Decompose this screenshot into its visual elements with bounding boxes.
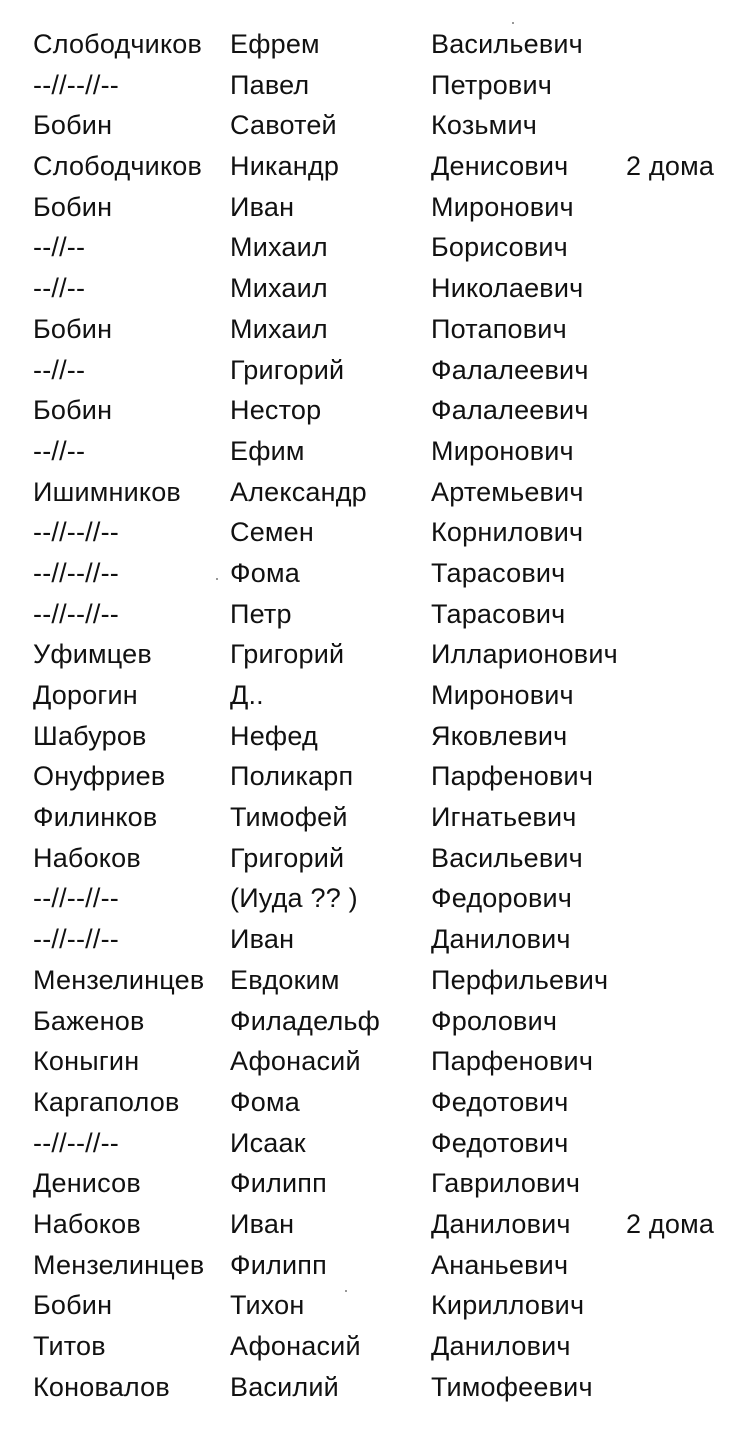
list-row — [33, 1041, 743, 1082]
surname-cell: --//-- — [33, 354, 86, 385]
patronymic-cell: Перфильевич — [431, 964, 609, 995]
patronymic-cell: Федотович — [431, 1127, 569, 1158]
patronymic-cell: Денисович — [431, 151, 569, 182]
surname-cell: Каргаполов — [33, 1086, 180, 1117]
surname-cell: Денисов — [33, 1168, 141, 1199]
given-name-cell: Александр — [230, 476, 367, 507]
patronymic-cell: Миронович — [431, 435, 574, 466]
surname-cell: Набоков — [33, 1208, 141, 1239]
given-name-cell: Афонасий — [230, 1331, 361, 1361]
surname-cell: Онуфриев — [33, 761, 166, 792]
surname-cell: Уфимцев — [33, 639, 152, 670]
surname-cell: Бобин — [33, 110, 113, 141]
given-name-cell: Д.. — [230, 680, 264, 710]
list-row — [33, 390, 743, 431]
surname-cell: Бобин — [33, 395, 113, 426]
patronymic-cell: Федотович — [431, 1086, 569, 1117]
given-name-cell: Нестор — [230, 395, 322, 426]
list-row — [33, 675, 743, 716]
given-name-cell: Никандр — [230, 151, 340, 182]
surname-cell: Слободчиков — [33, 151, 203, 182]
patronymic-cell: Данилович — [431, 1331, 571, 1361]
patronymic-cell: Тарасович — [431, 598, 566, 629]
surname-cell: Шабуров — [33, 720, 147, 751]
given-name-cell: Исаак — [230, 1127, 306, 1158]
list-row — [33, 227, 743, 268]
surname-cell: Бобин — [33, 313, 113, 344]
surname-cell: Баженов — [33, 1005, 145, 1036]
surname-cell: --//-- — [33, 435, 86, 466]
surname-cell: --//--//-- — [33, 598, 119, 629]
patronymic-cell: Тимофеевич — [431, 1371, 593, 1402]
given-name-cell: (Иуда ?? ) — [230, 883, 358, 914]
patronymic-cell: Фролович — [431, 1005, 558, 1036]
list-row — [33, 1163, 743, 1204]
patronymic-cell: Николаевич — [431, 273, 584, 304]
surname-cell: Дорогин — [33, 680, 138, 710]
patronymic-cell: Гаврилович — [431, 1168, 581, 1199]
surname-cell: --//-- — [33, 273, 86, 304]
patronymic-cell: Ананьевич — [431, 1249, 569, 1280]
patronymic-cell: Парфенович — [431, 1046, 594, 1077]
surname-cell: Слободчиков — [33, 29, 203, 59]
patronymic-cell: Данилович — [431, 924, 571, 955]
patronymic-cell: Яковлевич — [431, 720, 568, 751]
given-name-cell: Нефед — [230, 720, 318, 751]
given-name-cell: Петр — [230, 598, 292, 629]
list-row — [33, 309, 743, 350]
scan-speck — [345, 1290, 347, 1292]
given-name-cell: Тимофей — [230, 802, 348, 833]
list-row — [33, 268, 743, 309]
list-row — [33, 594, 743, 635]
list-row — [33, 716, 743, 757]
list-row — [33, 431, 743, 472]
patronymic-cell: Козьмич — [431, 110, 537, 141]
list-row — [33, 919, 743, 960]
list-row — [33, 756, 743, 797]
given-name-cell: Михаил — [230, 273, 328, 304]
patronymic-cell: Потапович — [431, 313, 567, 344]
surname-cell: Бобин — [33, 1290, 113, 1321]
patronymic-cell: Федорович — [431, 883, 573, 914]
note-cell: 2 дома — [626, 1208, 715, 1239]
surname-cell: Ишимников — [33, 476, 181, 507]
given-name-cell: Михаил — [230, 232, 328, 263]
patronymic-cell: Кириллович — [431, 1290, 585, 1321]
list-row — [33, 1082, 743, 1123]
note-cell: 2 дома — [626, 151, 715, 182]
given-name-cell: Иван — [230, 1208, 295, 1239]
surname-cell: --//-- — [33, 232, 86, 263]
given-name-cell: Ефрем — [230, 29, 320, 59]
patronymic-cell: Фалалеевич — [431, 395, 589, 426]
patronymic-cell: Корнилович — [431, 517, 584, 548]
list-row — [33, 512, 743, 553]
surname-cell: --//--//-- — [33, 557, 119, 588]
given-name-cell: Григорий — [230, 639, 345, 670]
list-row — [33, 553, 743, 594]
patronymic-cell: Данилович — [431, 1208, 571, 1239]
surname-cell: --//--//-- — [33, 517, 119, 548]
list-row — [33, 24, 743, 65]
list-row — [33, 797, 743, 838]
given-name-cell: Василий — [230, 1371, 339, 1402]
list-row — [33, 838, 743, 879]
list-row — [33, 878, 743, 919]
list-row — [33, 350, 743, 391]
patronymic-cell: Фалалеевич — [431, 354, 589, 385]
surname-cell: --//--//-- — [33, 924, 119, 955]
given-name-cell: Григорий — [230, 842, 345, 873]
surname-cell: Мензелинцев — [33, 1249, 205, 1280]
list-row — [33, 146, 743, 187]
given-name-cell: Савотей — [230, 110, 337, 141]
surname-cell: Бобин — [33, 191, 113, 222]
given-name-cell: Филадельф — [230, 1005, 381, 1036]
given-name-cell: Филипп — [230, 1168, 327, 1199]
patronymic-cell: Тарасович — [431, 557, 566, 588]
given-name-cell: Афонасий — [230, 1046, 361, 1077]
given-name-cell: Павел — [230, 69, 310, 100]
list-row — [33, 1367, 743, 1408]
list-row — [33, 1123, 743, 1164]
surname-cell: --//--//-- — [33, 883, 119, 914]
list-row — [33, 1001, 743, 1042]
list-row — [33, 960, 743, 1001]
patronymic-cell: Илларионович — [431, 639, 618, 670]
surname-cell: Коныгин — [33, 1046, 140, 1077]
given-name-cell: Поликарп — [230, 761, 354, 792]
name-list — [33, 24, 743, 1407]
surname-cell: Титов — [33, 1331, 106, 1361]
list-row — [33, 634, 743, 675]
scan-speck — [512, 22, 514, 24]
list-row — [33, 105, 743, 146]
surname-cell: Мензелинцев — [33, 964, 205, 995]
list-row — [33, 1326, 743, 1367]
patronymic-cell: Парфенович — [431, 761, 594, 792]
surname-cell: --//--//-- — [33, 69, 119, 100]
patronymic-cell: Борисович — [431, 232, 568, 263]
list-row — [33, 472, 743, 513]
list-row — [33, 65, 743, 106]
list-row — [33, 1285, 743, 1326]
patronymic-cell: Миронович — [431, 680, 574, 710]
given-name-cell: Иван — [230, 924, 295, 955]
patronymic-cell: Петрович — [431, 69, 553, 100]
patronymic-cell: Васильевич — [431, 29, 583, 59]
surname-cell: Коновалов — [33, 1371, 170, 1402]
given-name-cell: Фома — [230, 557, 300, 588]
surname-cell: Набоков — [33, 842, 141, 873]
given-name-cell: Евдоким — [230, 964, 340, 995]
list-row — [33, 1245, 743, 1286]
given-name-cell: Иван — [230, 191, 295, 222]
patronymic-cell: Миронович — [431, 191, 574, 222]
patronymic-cell: Игнатьевич — [431, 802, 577, 833]
given-name-cell: Фома — [230, 1086, 300, 1117]
surname-cell: --//--//-- — [33, 1127, 119, 1158]
list-row — [33, 187, 743, 228]
given-name-cell: Филипп — [230, 1249, 327, 1280]
given-name-cell: Ефим — [230, 435, 305, 466]
given-name-cell: Михаил — [230, 313, 328, 344]
given-name-cell: Тихон — [230, 1290, 305, 1321]
given-name-cell: Григорий — [230, 354, 345, 385]
surname-cell: Филинков — [33, 802, 158, 833]
given-name-cell: Семен — [230, 517, 315, 548]
patronymic-cell: Артемьевич — [431, 476, 584, 507]
list-row — [33, 1204, 743, 1245]
scan-speck — [216, 578, 218, 580]
patronymic-cell: Васильевич — [431, 842, 583, 873]
